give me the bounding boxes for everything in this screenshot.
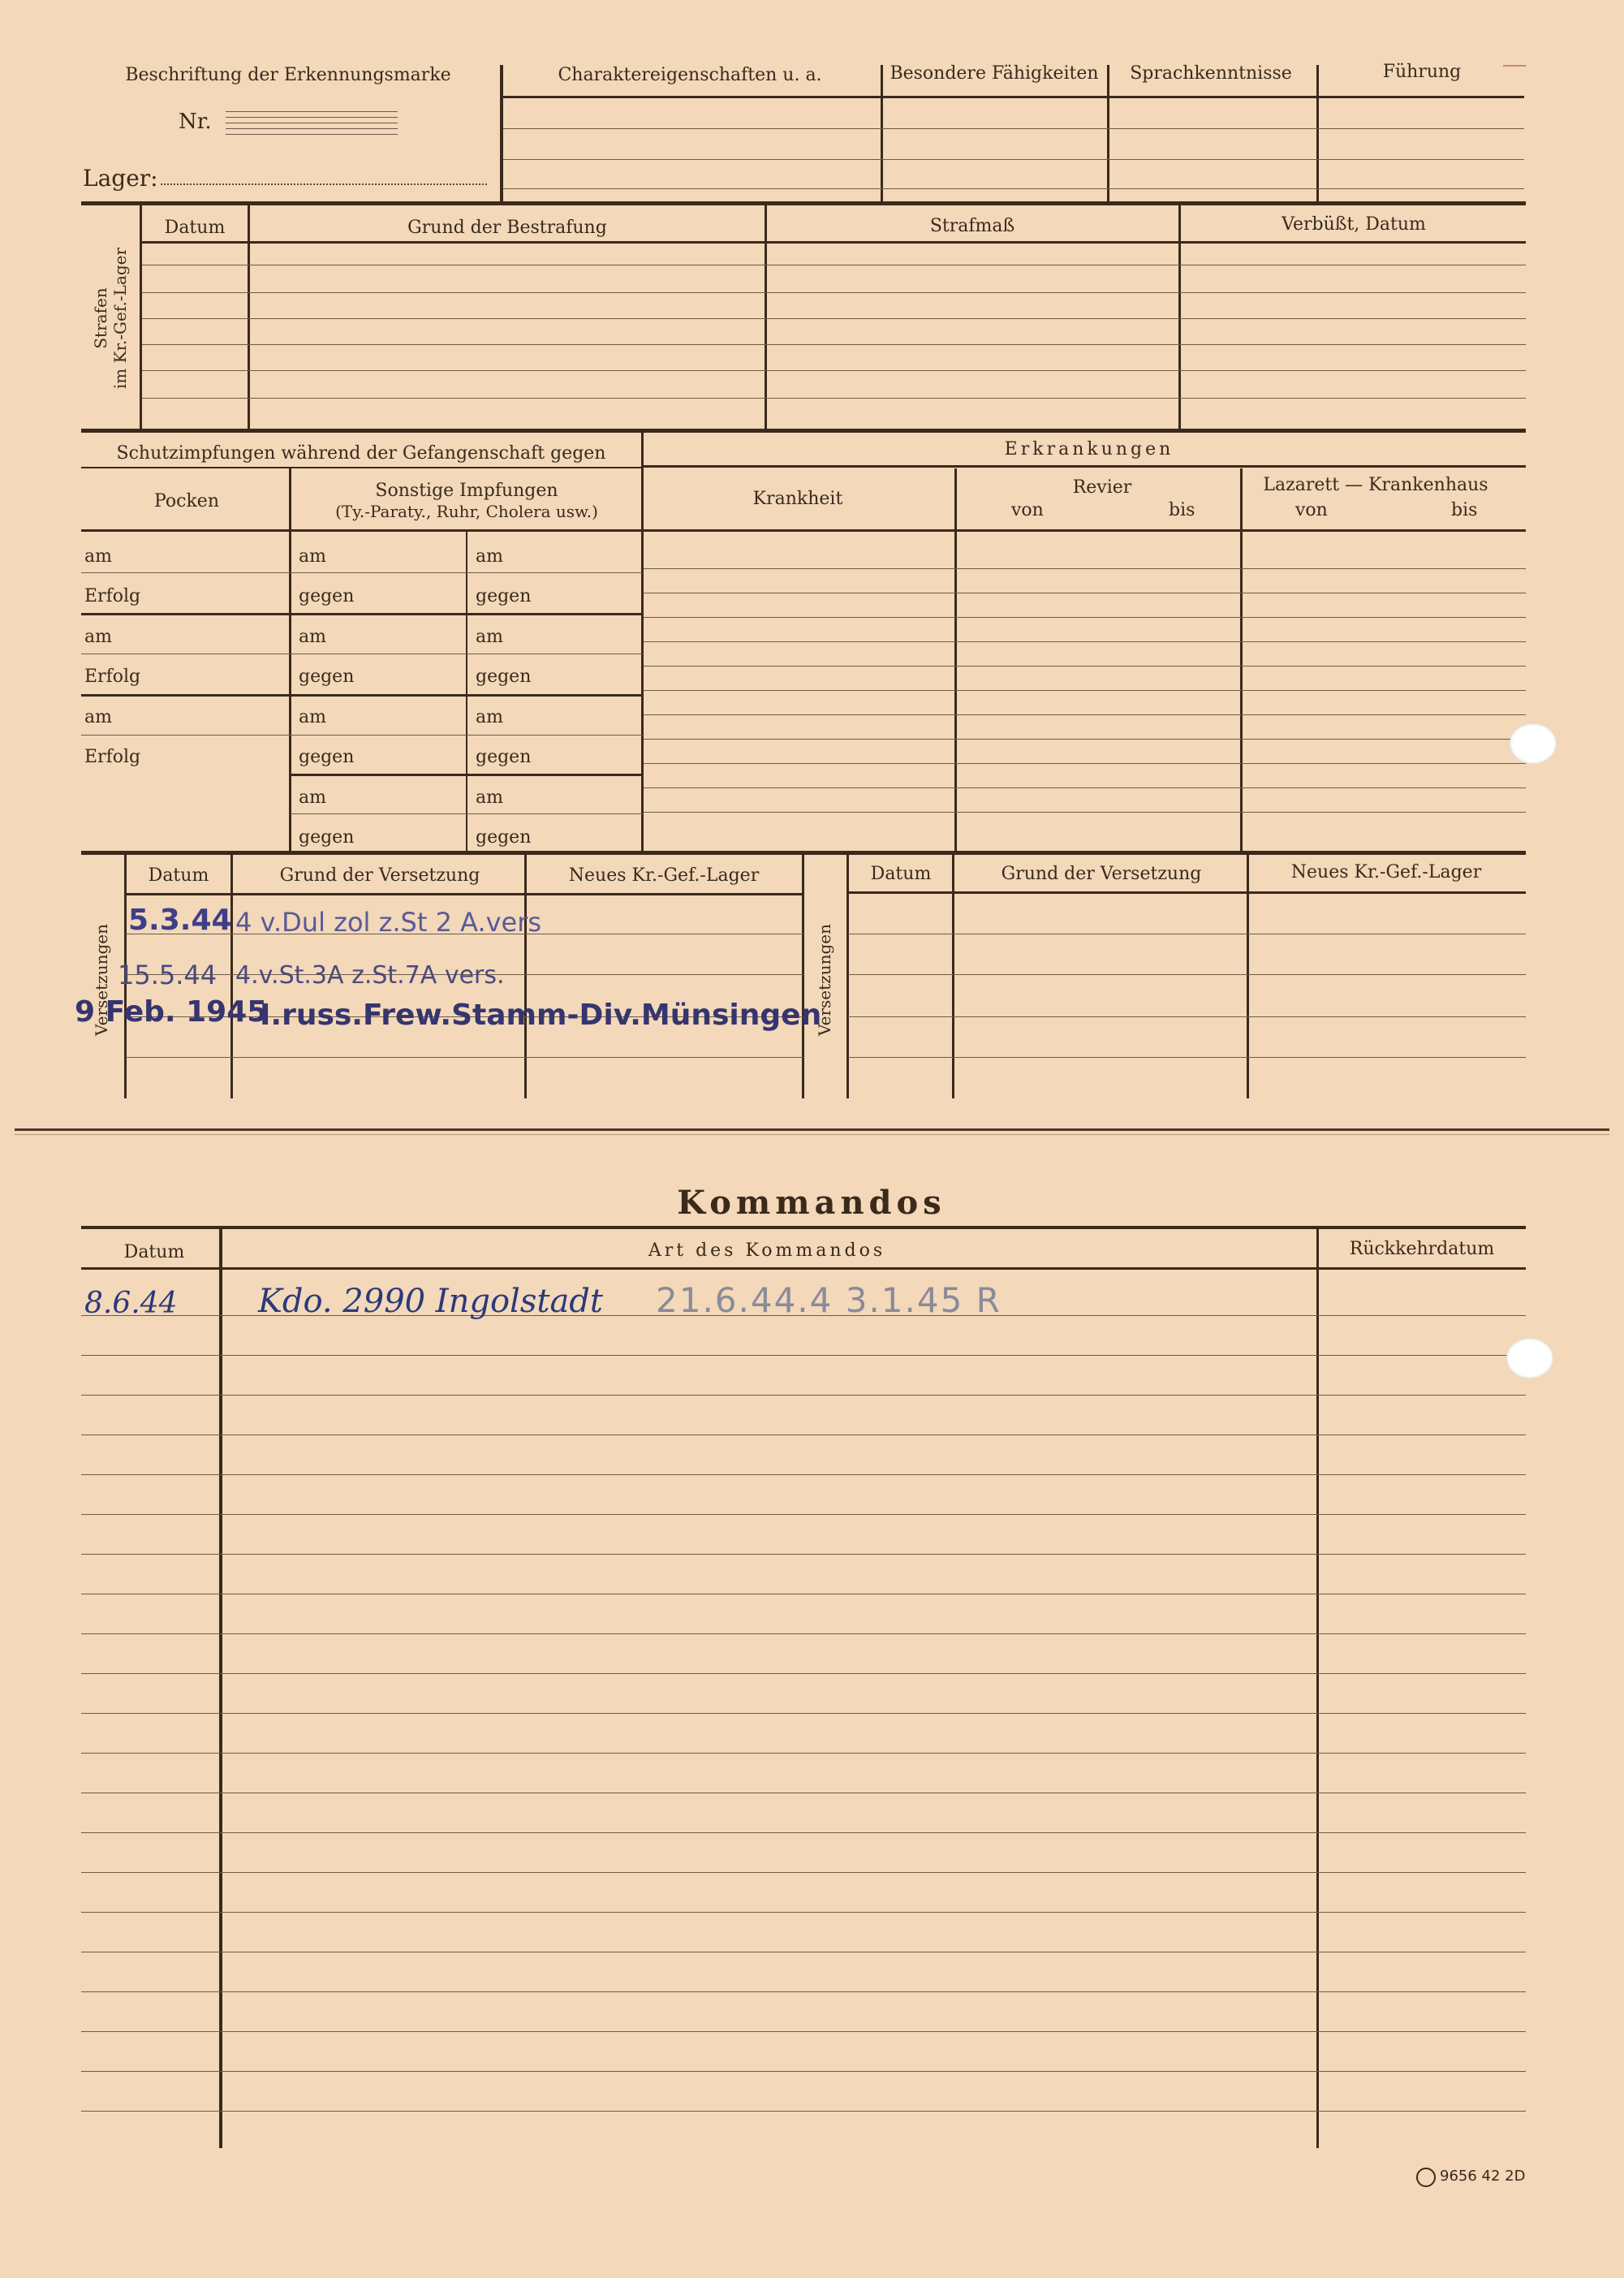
sonst-am-2b: am bbox=[476, 627, 503, 647]
strafen-col-grund: Grund der Bestrafung bbox=[407, 218, 607, 238]
lager-label: Lager: bbox=[83, 165, 158, 192]
nr-label: Nr. bbox=[179, 110, 212, 134]
kommandos-col-art: Art des Kommandos bbox=[648, 1240, 886, 1261]
sonst-gegen-3b: gegen bbox=[476, 747, 532, 767]
kommandos-entry-date: 8.6.44 bbox=[84, 1287, 178, 1320]
sonst-gegen-2b: gegen bbox=[476, 667, 532, 687]
kommandos-rule bbox=[81, 1554, 1526, 1555]
lager-field[interactable] bbox=[161, 183, 487, 185]
kommandos-rule bbox=[81, 1514, 1526, 1515]
strafen-col-datum: Datum bbox=[164, 218, 226, 238]
kommandos-rule bbox=[81, 1355, 1526, 1356]
kommandos-title: Kommandos bbox=[677, 1184, 946, 1222]
kommandos-rule bbox=[81, 1832, 1526, 1833]
kommandos-rule bbox=[81, 2111, 1526, 2112]
vers-col-grund-left: Grund der Versetzung bbox=[279, 865, 480, 886]
pocken-erfolg-1: Erfolg bbox=[84, 586, 141, 606]
kommandos-rule bbox=[81, 1673, 1526, 1674]
vers-side-label-right: Versetzungen bbox=[815, 924, 834, 1036]
pocken-erfolg-3: Erfolg bbox=[84, 747, 141, 767]
col-charakter: Charaktereigenschaften u. a. bbox=[558, 65, 822, 85]
erkrankungen-title: Erkrankungen bbox=[1004, 439, 1174, 459]
sonst-gegen-3a: gegen bbox=[299, 747, 355, 767]
pocken-erfolg-2: Erfolg bbox=[84, 667, 141, 687]
sonst-am-2a: am bbox=[299, 627, 326, 647]
impfungen-title: Schutzimpfungen während der Gefangenschaft gegen bbox=[116, 443, 606, 464]
kommandos-rule bbox=[81, 1713, 1526, 1714]
sonst-gegen-1a: gegen bbox=[299, 586, 355, 606]
vers-col-neues-right: Neues Kr.-Gef.-Lager bbox=[1290, 862, 1482, 882]
erkrankungen-col-lazarett: Lazarett — Krankenhaus bbox=[1263, 475, 1488, 495]
col-fuehrung: Führung bbox=[1382, 62, 1462, 82]
kommandos-rule bbox=[81, 1395, 1526, 1396]
vers-entry-2-date: 15.5.44 bbox=[118, 960, 218, 990]
punch-hole-upper bbox=[1510, 723, 1557, 764]
vers-entry-1-date: 5.3.44 bbox=[128, 904, 232, 937]
sonst-gegen-2a: gegen bbox=[299, 667, 355, 687]
sonst-gegen-4a: gegen bbox=[299, 827, 355, 848]
kommandos-rule bbox=[81, 1872, 1526, 1873]
vers-entry-1-text: 4 v.Dul zol z.St 2 A.vers bbox=[235, 907, 542, 938]
kommandos-rule bbox=[81, 1912, 1526, 1913]
vers-entry-2-text: 4.v.St.3A z.St.7A vers. bbox=[235, 961, 505, 990]
sonst-am-1b: am bbox=[476, 546, 503, 567]
kommandos-col-rueckkehr: Rückkehrdatum bbox=[1349, 1239, 1495, 1259]
sonst-gegen-4b: gegen bbox=[476, 827, 532, 848]
kommandos-rule bbox=[81, 2031, 1526, 2032]
revier-bis: bis bbox=[1169, 500, 1195, 520]
erkennungsmarke-label: Beschriftung der Erkennungsmarke bbox=[125, 65, 451, 85]
impfungen-col-sonstige-1: Sonstige Impfungen bbox=[375, 481, 558, 501]
erkrankungen-col-revier: Revier bbox=[1072, 477, 1132, 498]
col-sprachkenntnisse: Sprachkenntnisse bbox=[1130, 63, 1292, 84]
erkrankungen-col-krankheit: Krankheit bbox=[752, 489, 843, 509]
punch-hole-lower bbox=[1506, 1338, 1553, 1378]
vers-col-grund-right: Grund der Versetzung bbox=[1001, 864, 1202, 884]
red-pencil-mark bbox=[1503, 65, 1526, 67]
sonst-am-4a: am bbox=[299, 787, 326, 808]
sonst-am-4b: am bbox=[476, 787, 503, 808]
strafen-side-label-2: im Kr.-Gef.-Lager bbox=[110, 247, 130, 390]
kommandos-rule bbox=[81, 2071, 1526, 2072]
lazarett-bis: bis bbox=[1451, 500, 1478, 520]
printer-mark-icon bbox=[1416, 2168, 1436, 2187]
vers-entry-3-date: 9 Feb. 1945 bbox=[75, 995, 268, 1029]
sonst-am-3b: am bbox=[476, 707, 503, 727]
strafen-col-verbuesst: Verbüßt, Datum bbox=[1282, 214, 1426, 235]
revier-von: von bbox=[1011, 500, 1044, 520]
sonst-gegen-1b: gegen bbox=[476, 586, 532, 606]
vers-col-neues-left: Neues Kr.-Gef.-Lager bbox=[568, 865, 760, 886]
fold-line bbox=[15, 1128, 1609, 1131]
kommandos-rule bbox=[81, 1991, 1526, 1992]
col-faehigkeiten: Besondere Fähigkeiten bbox=[890, 63, 1099, 84]
pocken-am-1: am bbox=[84, 546, 112, 567]
kommandos-col-datum: Datum bbox=[123, 1242, 185, 1262]
strafen-side-label-1: Strafen bbox=[91, 287, 110, 349]
vers-side-label-left: Versetzungen bbox=[92, 924, 111, 1036]
lazarett-von: von bbox=[1295, 500, 1328, 520]
vers-col-datum-right: Datum bbox=[870, 864, 932, 884]
pocken-am-2: am bbox=[84, 627, 112, 647]
pocken-am-3: am bbox=[84, 707, 112, 727]
impfungen-col-pocken: Pocken bbox=[154, 491, 219, 511]
print-code: 9656 42 2D bbox=[1440, 2168, 1526, 2185]
impfungen-col-sonstige-2: (Ty.-Paraty., Ruhr, Cholera usw.) bbox=[335, 502, 598, 521]
vers-entry-3-text: I.russ.Frew.Stamm-Div.Münsingen bbox=[260, 999, 822, 1032]
kommandos-pencil-note: 21.6.44.4 3.1.45 R bbox=[656, 1280, 1002, 1320]
kommandos-rule bbox=[81, 1474, 1526, 1475]
kommandos-rule bbox=[81, 1753, 1526, 1754]
strafen-col-strafmass: Strafmaß bbox=[929, 216, 1015, 236]
sonst-am-3a: am bbox=[299, 707, 326, 727]
kommandos-entry-text: Kdo. 2990 Ingolstadt bbox=[258, 1283, 603, 1320]
sonst-am-1a: am bbox=[299, 546, 326, 567]
vers-col-datum-left: Datum bbox=[148, 865, 209, 886]
kommandos-rule bbox=[81, 1633, 1526, 1634]
